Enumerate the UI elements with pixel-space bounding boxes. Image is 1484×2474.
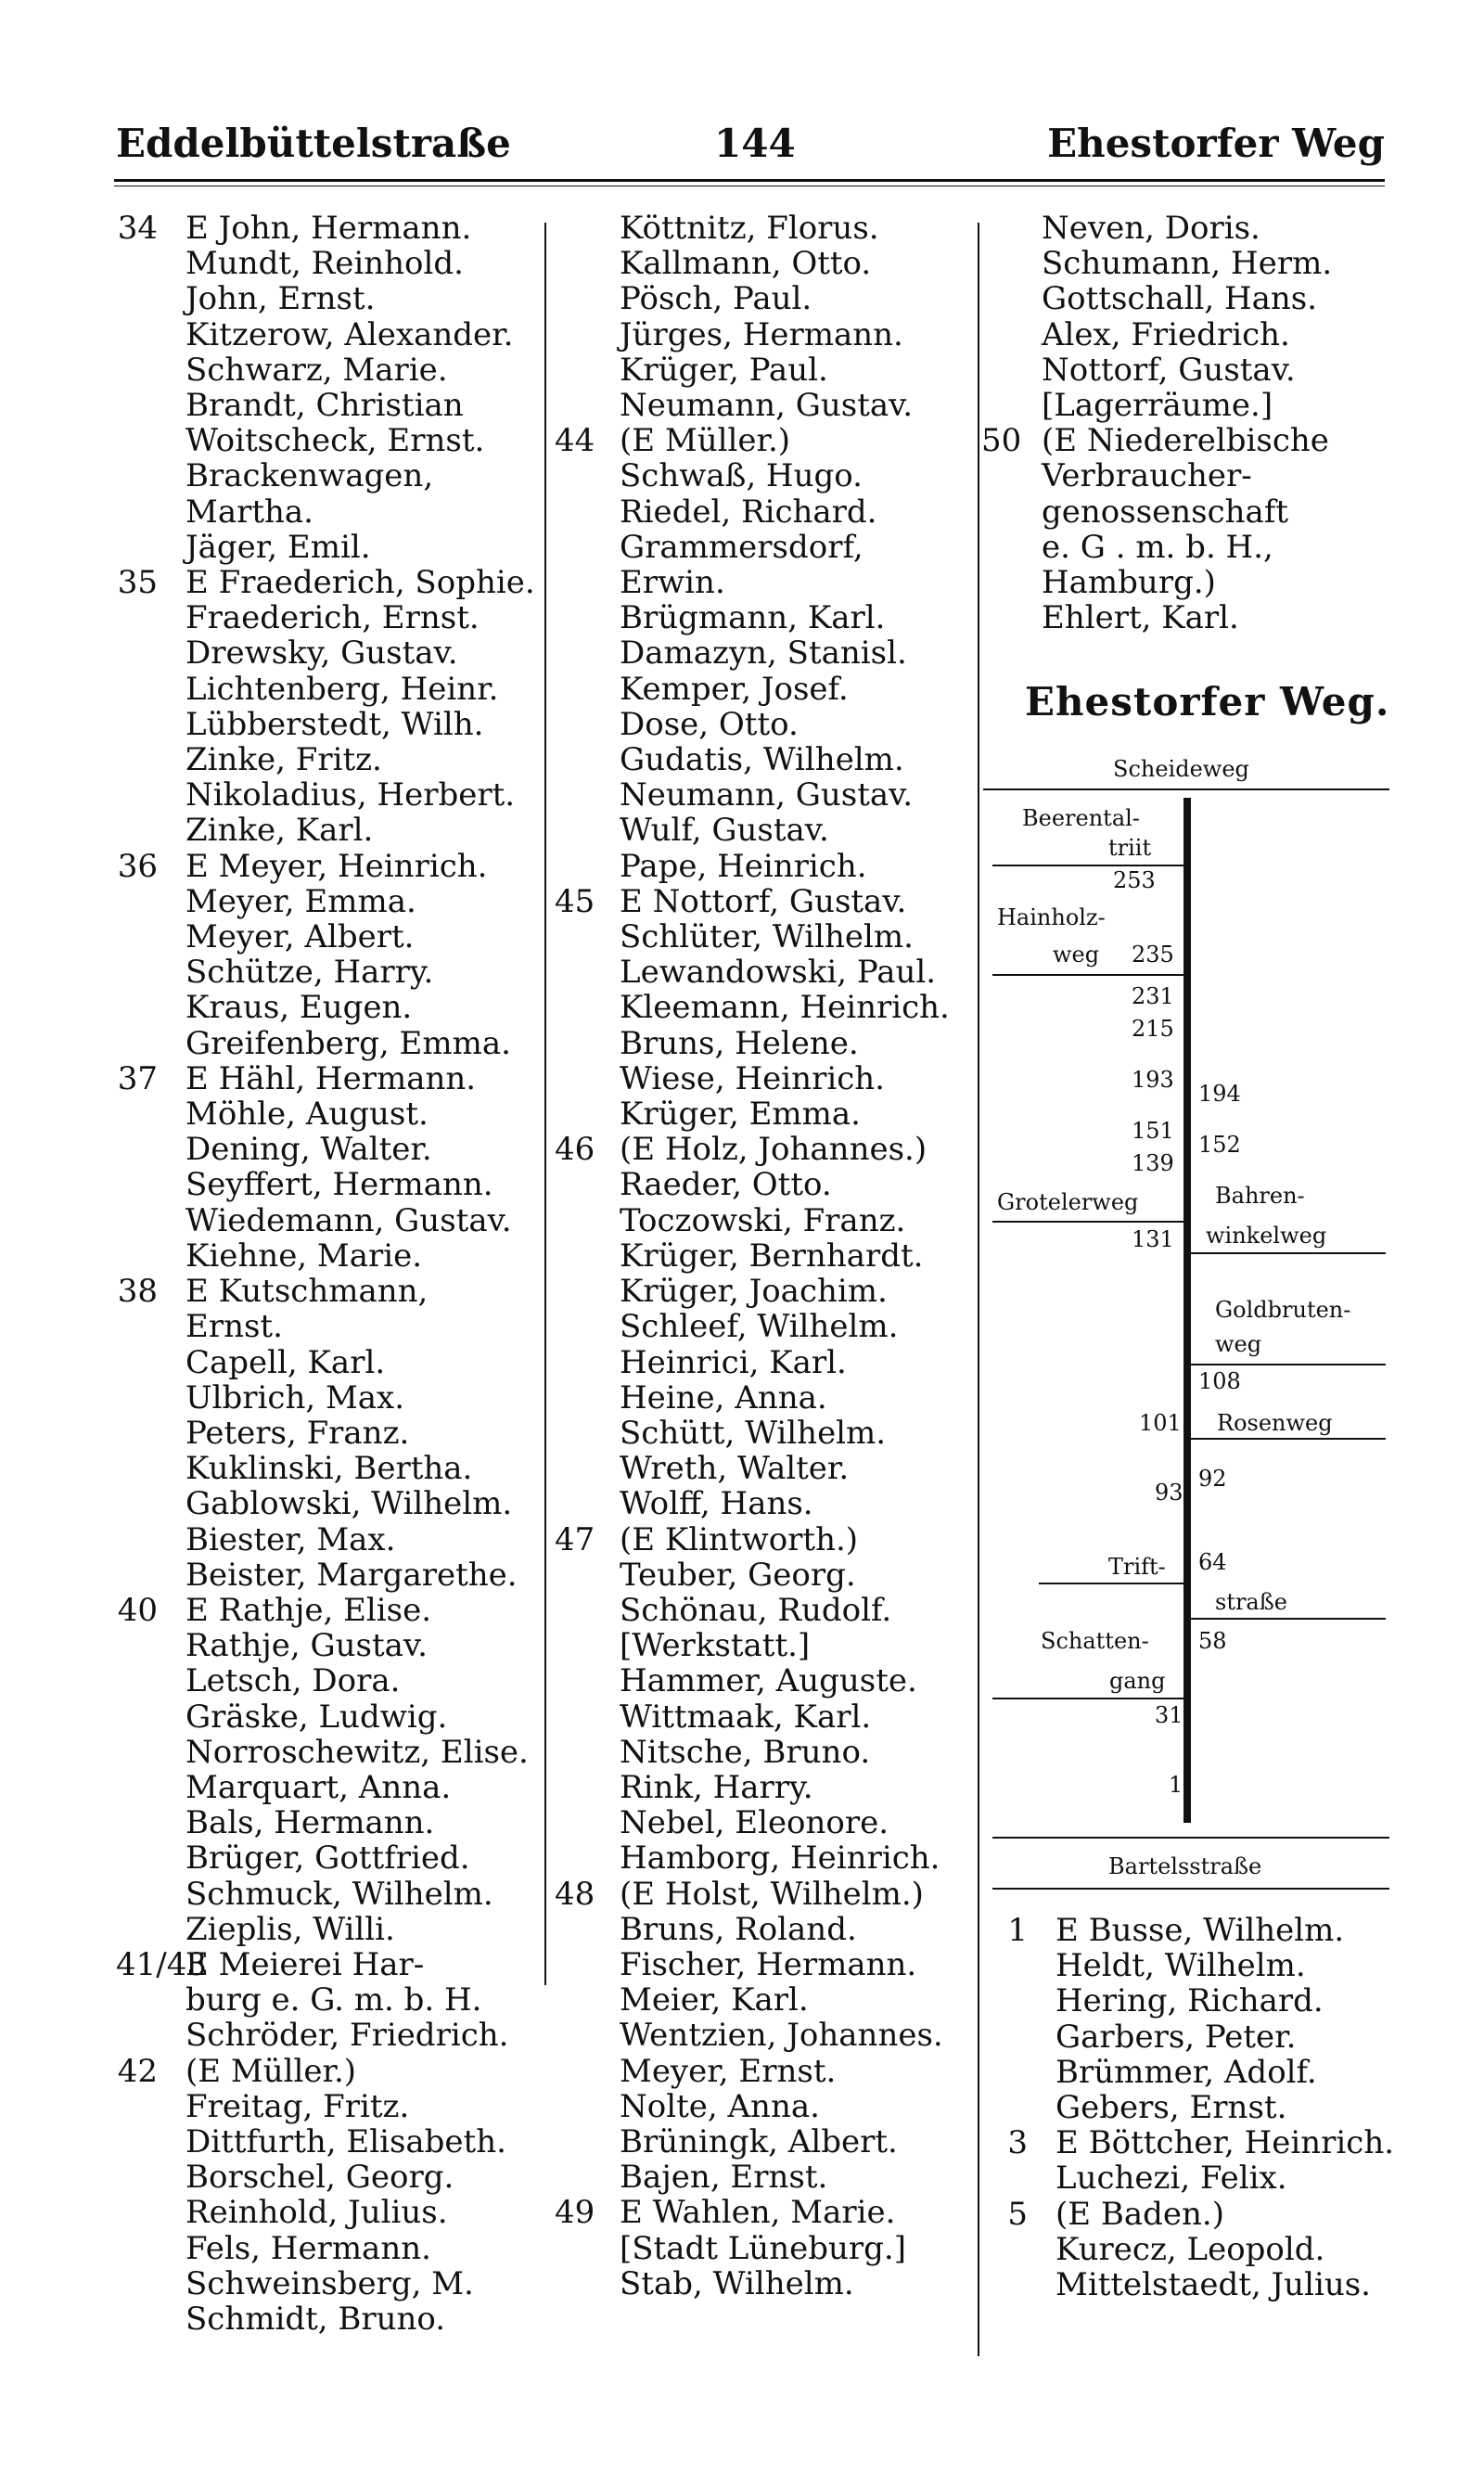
resident-line: Schweinsberg, M. [186,2264,474,2302]
house-entry [981,1913,1389,2125]
resident-line: Capell, Karl. [186,1343,386,1381]
column-divider-2 [978,223,979,2356]
map-house-number: 235 [1132,942,1174,968]
map-house-number: 194 [1198,1081,1241,1107]
map-right-label: weg [1215,1331,1262,1357]
resident-line: [Werkstatt.] [620,1627,811,1665]
resident-line: Wiese, Heinrich. [620,1059,885,1097]
map-house-number: 64 [1198,1549,1227,1575]
map-house-number: 101 [1139,1410,1182,1436]
resident-line: Rathje, Gustav. [186,1627,428,1665]
resident-line: E Rathje, Elise. [186,1591,432,1629]
map-left-label: triit [1108,835,1152,861]
house-number: 41/43 [116,1945,207,1983]
house-entry [116,565,543,849]
resident-line: Norroschewitz, Elise. [186,1733,529,1771]
house-entry [981,2197,1389,2303]
resident-line: Kuklinski, Bertha. [186,1450,473,1488]
resident-line: burg e. G. m. b. H. [186,1981,482,2019]
resident-line: Verbraucher- [1042,457,1252,495]
resident-line: E Meyer, Heinrich. [186,847,488,885]
map-house-number: 93 [1155,1480,1183,1506]
resident-line: Luchezi, Felix. [1055,2160,1287,2198]
map-street-line [992,865,1183,866]
house-entry [116,1061,543,1274]
resident-line: Raeder, Otto. [620,1166,832,1204]
house-number: 45 [555,882,595,920]
resident-line: E Fraederich, Sophie. [186,564,535,602]
resident-line: Dose, Otto. [620,705,799,743]
resident-line: Nitsche, Bruno. [620,1733,871,1771]
map-house-number: 31 [1155,1702,1183,1728]
resident-line: Gudatis, Wilhelm. [620,741,904,779]
house-entry [981,2124,1395,2198]
header-rule [114,179,1385,182]
section-title: Ehestorfer Weg. [1025,679,1390,724]
house-number: 3 [1007,2124,1028,2162]
resident-line: Brackenwagen, [186,457,434,495]
resident-line: Krüger, Bernhardt. [620,1237,924,1275]
resident-line: Bruns, Roland. [620,1910,857,1948]
resident-line: E Kutschmann, [186,1273,429,1311]
resident-line: Heine, Anna. [620,1378,827,1416]
resident-line: [Lagerräume.] [1042,387,1273,425]
resident-line: Gablowski, Wilhelm. [186,1485,513,1523]
resident-line: Schröder, Friedrich. [186,2017,509,2055]
house-number: 36 [117,847,158,885]
resident-line: Alex, Friedrich. [1042,315,1290,353]
resident-line: Neumann, Gustav. [620,387,914,425]
resident-line: Seyffert, Hermann. [186,1166,493,1204]
map-house-number: 215 [1132,1016,1174,1042]
house-entry [555,1522,972,1877]
map-house-number: 131 [1132,1226,1174,1252]
resident-line: Mundt, Reinhold. [186,245,464,283]
house-number: 42 [117,2052,158,2090]
map-main-road [1183,798,1191,1823]
map-line-bottom [992,1837,1389,1839]
house-number: 48 [555,1875,595,1913]
resident-line: Meyer, Emma. [186,882,416,920]
map-house-number: 231 [1132,983,1174,1009]
map-street-line [992,1698,1183,1699]
resident-line: Greifenberg, Emma. [186,1024,511,1062]
house-entry [555,884,972,1132]
house-entry [555,1132,972,1521]
resident-line: Letsch, Dora. [186,1662,401,1700]
resident-line: Köttnitz, Florus. [620,210,879,247]
resident-line: Hamborg, Heinrich. [620,1839,940,1878]
resident-line: Hering, Richard. [1055,1982,1324,2020]
resident-line: Nebel, Eleonore. [620,1804,889,1842]
map-street-line [1191,1252,1386,1254]
resident-line: Kurecz, Leopold. [1055,2230,1325,2268]
map-right-label: Goldbruten- [1215,1297,1351,1323]
resident-line: Jäger, Emil. [186,528,371,566]
resident-line: Borschel, Georg. [186,2159,454,2197]
map-left-label: weg [1053,942,1100,968]
house-entry [116,1947,543,2054]
resident-line: Dittfurth, Elisabeth. [186,2122,506,2160]
map-top-label: Scheideweg [1113,756,1249,782]
resident-line: Hamburg.) [1042,564,1216,602]
resident-line: Heldt, Wilhelm. [1055,1947,1306,1985]
resident-line: Jürges, Hermann. [620,315,903,353]
resident-line: Grammersdorf, [620,528,864,566]
resident-line: (E Baden.) [1055,2195,1225,2233]
map-house-number: 108 [1198,1368,1241,1394]
resident-line: e. G . m. b. H., [1042,528,1273,566]
resident-line: Ulbrich, Max. [186,1378,405,1416]
house-number: 44 [555,422,595,460]
house-number: 40 [117,1591,158,1629]
header-street-right: Ehestorfer Weg [1047,121,1385,166]
resident-line: Kitzerow, Alexander. [186,315,514,353]
house-number: 38 [117,1273,158,1311]
house-entry [116,849,543,1061]
resident-line: Ehlert, Karl. [1042,599,1239,637]
resident-line: Nottorf, Gustav. [1042,351,1296,389]
resident-line: (E Niederelbische [1042,422,1329,460]
resident-line: Krüger, Joachim. [620,1273,888,1311]
resident-line: genossenschaft [1042,493,1289,531]
resident-line: Bals, Hermann. [186,1804,435,1842]
resident-line: Teuber, Georg. [620,1556,856,1594]
house-number: 35 [117,564,158,602]
resident-line: Rink, Harry. [620,1768,813,1806]
resident-line: (E Müller.) [186,2052,357,2090]
resident-line: Beister, Margarethe. [186,1556,518,1594]
house-number: 50 [981,422,1022,460]
header-street-left: Eddelbüttelstraße [116,121,511,166]
resident-line: Kemper, Josef. [620,670,849,708]
map-street-line [1191,1438,1386,1440]
resident-line: Nikoladius, Herbert. [186,776,516,814]
column-1 [116,211,543,2337]
resident-line: Peters, Franz. [186,1414,410,1452]
resident-line: (E Klintworth.) [620,1520,859,1558]
resident-line: [Stadt Lüneburg.] [620,2229,906,2267]
map-left-label: Beerental- [1022,805,1140,831]
resident-line: Gräske, Ludwig. [186,1698,448,1736]
resident-line: Wiedemann, Gustav. [186,1201,512,1239]
resident-line: Dening, Walter. [186,1131,432,1169]
resident-line: Meier, Karl. [620,1981,809,2019]
house-entry [555,211,972,423]
resident-line: Toczowski, Franz. [620,1201,906,1239]
resident-line: Kiehne, Marie. [186,1237,423,1275]
map-left-label: Trift- [1108,1554,1166,1580]
house-entry [555,2195,972,2301]
resident-line: Freitag, Fritz. [186,2087,410,2125]
resident-line: Fraederich, Ernst. [186,599,480,637]
resident-line: Schwarz, Marie. [186,351,448,389]
resident-line: Woitscheck, Ernst. [186,422,485,460]
resident-line: Erwin. [620,564,725,602]
resident-line: Lewandowski, Paul. [620,954,937,992]
resident-line: Schlüter, Wilhelm. [620,918,914,956]
resident-line: Brüger, Gottfried. [186,1839,470,1878]
column-2 [555,211,972,2301]
map-house-number: 92 [1198,1466,1227,1492]
resident-line: Krüger, Paul. [620,351,828,389]
map-right-label: winkelweg [1206,1223,1327,1249]
house-number: 47 [555,1520,595,1558]
resident-line: Damazyn, Stanisl. [620,635,907,673]
resident-line: E Nottorf, Gustav. [620,882,907,920]
resident-line: Wentzien, Johannes. [620,2017,943,2055]
resident-line: Kleemann, Heinrich. [620,989,950,1027]
house-entry [981,423,1389,635]
resident-line: Pape, Heinrich. [620,847,867,885]
map-street-line [992,1221,1183,1223]
map-right-label: Bahren- [1215,1183,1305,1209]
house-number: 1 [1007,1912,1028,1949]
resident-line: Meyer, Albert. [186,918,415,956]
resident-line: (E Müller.) [620,422,791,460]
resident-line: Schwaß, Hugo. [620,457,863,495]
map-bottom-label: Bartelsstraße [1108,1853,1262,1879]
resident-line: Brügmann, Karl. [620,599,886,637]
resident-line: Schmuck, Wilhelm. [186,1875,493,1913]
resident-line: Nolte, Anna. [620,2087,820,2125]
resident-line: (E Holst, Wilhelm.) [620,1875,924,1913]
resident-line: Zinke, Karl. [186,812,374,850]
resident-line: Wittmaak, Karl. [620,1698,872,1736]
house-number: 37 [117,1059,158,1097]
resident-line: Schönau, Rudolf. [620,1591,892,1629]
map-house-number: 253 [1113,867,1156,893]
house-entry [116,1274,543,1593]
house-entry [555,1877,972,2196]
resident-line: Zinke, Fritz. [186,741,382,779]
house-entry [116,2054,543,2338]
house-number: 5 [1007,2195,1028,2233]
resident-line: Bajen, Ernst. [620,2159,828,2197]
resident-line: Schumann, Herm. [1042,245,1333,283]
resident-line: Lübberstedt, Wilh. [186,705,484,743]
map-left-label: gang [1109,1668,1166,1694]
resident-line: Heinrici, Karl. [620,1343,847,1381]
resident-line: Kraus, Eugen. [186,989,413,1027]
resident-line: Ernst. [186,1308,283,1346]
resident-line: Brüningk, Albert. [620,2122,898,2160]
map-house-number: 58 [1198,1628,1227,1654]
map-house-number: 193 [1132,1067,1174,1093]
column-divider-1 [544,223,546,1985]
resident-line: E John, Hermann. [186,210,472,247]
resident-line: Brandt, Christian [186,387,464,425]
resident-line: Schütze, Harry. [186,954,434,992]
column-3-bottom [981,1912,1395,2304]
resident-line: Biester, Max. [186,1520,396,1558]
map-street-line [1191,1364,1386,1365]
resident-line: Gottschall, Hans. [1042,280,1318,318]
resident-line: E Busse, Wilhelm. [1055,1912,1345,1949]
resident-line: Kallmann, Otto. [620,245,872,283]
resident-line: Wreth, Walter. [620,1450,850,1488]
resident-line: Schleef, Wilhelm. [620,1308,899,1346]
map-house-number: 1 [1169,1772,1183,1798]
resident-line: E Böttcher, Heinrich. [1055,2124,1395,2162]
map-left-label: Hainholz- [997,904,1106,930]
resident-line: Zieplis, Willi. [186,1910,395,1948]
map-right-label: Rosenweg [1217,1410,1333,1436]
house-number: 49 [555,2194,595,2232]
resident-line: E Wahlen, Marie. [620,2194,896,2232]
house-number: 34 [117,210,158,247]
resident-line: Brümmer, Adolf. [1055,2053,1317,2091]
map-house-number: 152 [1198,1132,1241,1158]
house-entry [555,423,972,884]
resident-line: Mittelstaedt, Julius. [1055,2266,1371,2304]
resident-line: Reinhold, Julius. [186,2194,448,2232]
house-entry [981,211,1389,423]
resident-line: Neumann, Gustav. [620,776,914,814]
map-house-number: 151 [1132,1118,1174,1144]
map-line-bottom-2 [992,1888,1389,1890]
resident-line: Stab, Wilhelm. [620,2264,854,2302]
resident-line: (E Holz, Johannes.) [620,1131,928,1169]
resident-line: Fels, Hermann. [186,2229,431,2267]
map-line-top [983,788,1389,790]
house-entry [116,211,543,565]
map-right-label: straße [1215,1589,1287,1615]
resident-line: Möhle, August. [186,1096,429,1134]
resident-line: Lichtenberg, Heinr. [186,670,499,708]
resident-line: Riedel, Richard. [620,493,877,531]
resident-line: Pösch, Paul. [620,280,812,318]
resident-line: Neven, Doris. [1042,210,1260,247]
map-street-line [992,974,1183,976]
house-number: 46 [555,1131,595,1169]
resident-line: Garbers, Peter. [1055,2018,1297,2056]
resident-line: Martha. [186,493,313,531]
map-left-label: Schatten- [1041,1628,1149,1654]
resident-line: Bruns, Helene. [620,1024,859,1062]
resident-line: Wulf, Gustav. [620,812,829,850]
page-number: 144 [714,121,796,166]
resident-line: Gebers, Ernst. [1055,2089,1287,2127]
resident-line: Fischer, Hermann. [620,1945,917,1983]
map-house-number: 139 [1132,1150,1174,1176]
resident-line: E Hähl, Hermann. [186,1059,477,1097]
resident-line: Schütt, Wilhelm. [620,1414,887,1452]
map-left-label: Grotelerweg [997,1189,1139,1215]
resident-line: John, Ernst. [186,280,376,318]
resident-line: Meyer, Ernst. [620,2052,837,2090]
resident-line: Drewsky, Gustav. [186,635,458,673]
map-street-line [1039,1583,1183,1584]
resident-line: Krüger, Emma. [620,1096,861,1134]
resident-line: E Meierei Har- [186,1945,425,1983]
resident-line: Schmidt, Bruno. [186,2300,446,2338]
house-entry [116,1593,543,1947]
map-street-line [1191,1618,1386,1620]
resident-line: Marquart, Anna. [186,1768,452,1806]
resident-line: Wolff, Hans. [620,1485,813,1523]
resident-line: Hammer, Auguste. [620,1662,917,1700]
column-3-top [981,211,1389,635]
